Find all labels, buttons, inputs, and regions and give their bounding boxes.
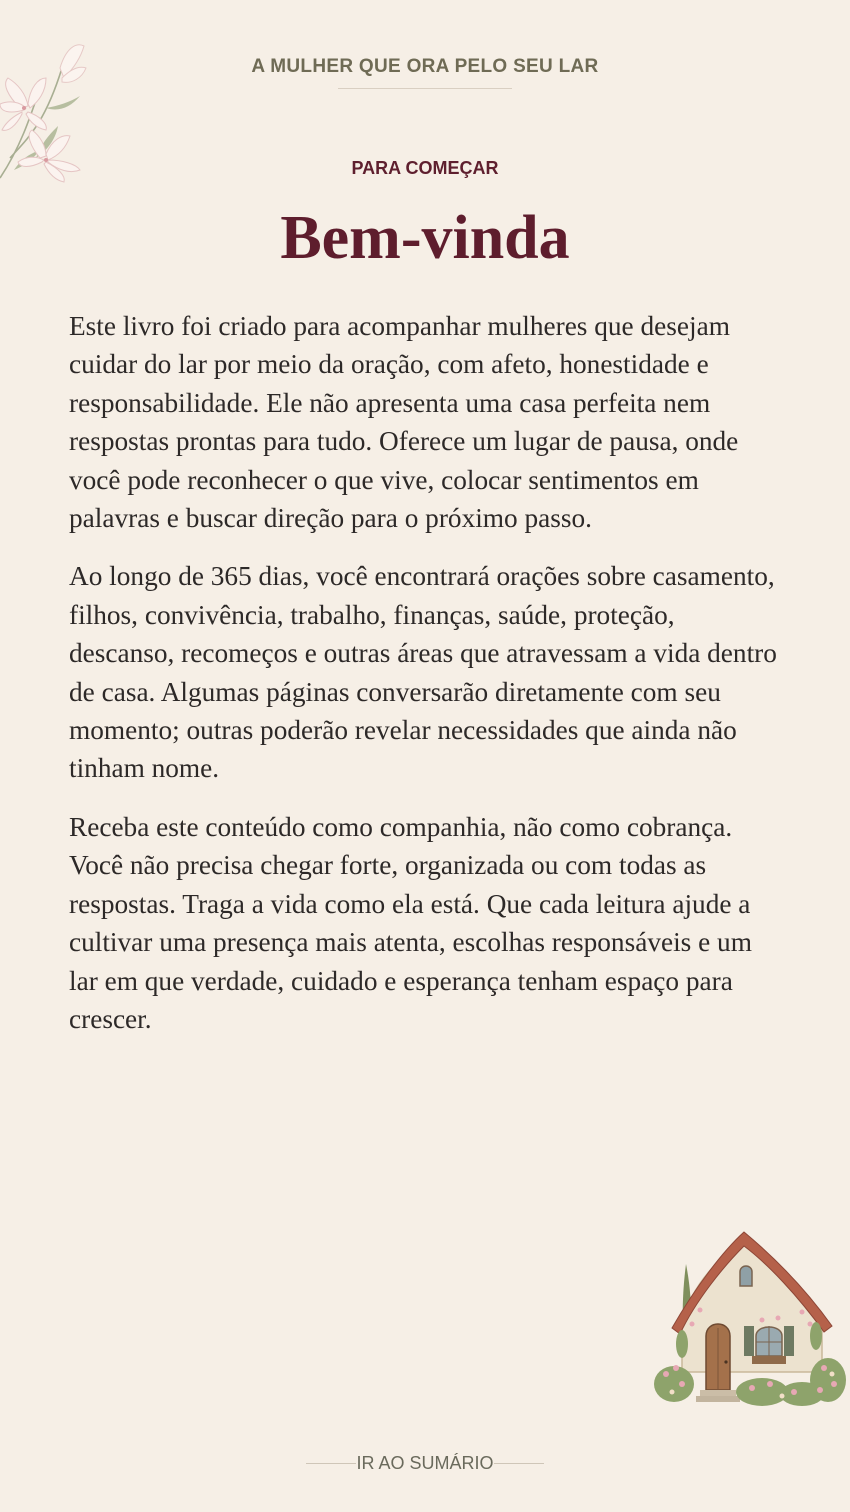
section-kicker: PARA COMEÇAR xyxy=(351,158,499,178)
table-of-contents-link[interactable] xyxy=(0,1452,850,1474)
paragraph: Ao longo de 365 dias, você encontrará orações sobre casamento, filhos, convivência, trabalho, finanças, saúde, proteção, descanso, recomeços e outras áreas que atravessam a vida dentro de casa. Algumas páginas conversarão diretamente com seu momento; outras poderão revelar necessidades que ainda não tinham nome. xyxy=(69,561,777,784)
paragraph: Este livro foi criado para acompanhar mulheres que desejam cuidar do lar por meio da oração, com afeto, honestidade e responsabilidade. Ele não apresenta uma casa perfeita nem respostas prontas para tudo. Oferece um lugar de pausa, onde você pode reconhecer o que vive, colocar sentimentos em palavras e buscar direção para o próximo passo. xyxy=(69,311,739,534)
book-title: A MULHER QUE ORA PELO SEU LAR xyxy=(251,56,599,77)
body-text xyxy=(69,307,785,1058)
cottage-illustration xyxy=(652,1224,846,1414)
title-divider xyxy=(338,88,512,89)
toc-link-label[interactable]: IR AO SUMÁRIO xyxy=(356,1452,494,1473)
paragraph: Receba este conteúdo como companhia, não como cobrança. Você não precisa chegar forte, organizada ou com todas as respostas. Traga a vida como ela está. Que cada leitura ajude a cultivar uma presença mais atenta, escolhas responsáveis e um lar em que verdade, cuidado e esperança tenham espaço para crescer. xyxy=(69,811,752,1034)
link-rule-left xyxy=(306,1463,356,1464)
page-heading: Bem-vinda xyxy=(280,204,570,272)
link-rule-right xyxy=(494,1463,544,1464)
